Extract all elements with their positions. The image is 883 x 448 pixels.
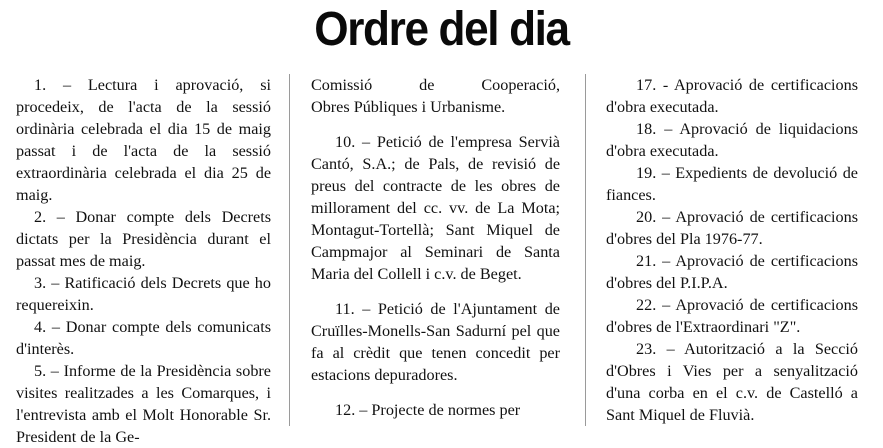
column-left [16, 74, 271, 448]
agenda-item-22: 22. – Aprovació de certificacions d'obres de l'Extraordinari "Z". [606, 296, 858, 336]
column-divider [289, 74, 290, 426]
agenda-item-11: 11. – Petició de l'Ajuntament de Cruïlles-Monells-San Sadurní pel que fa al crèdit que tenen concedit per estacions depuradores. [311, 300, 560, 384]
agenda-item-21: 21. – Aprovació de certificacions d'obres del P.I.P.A. [606, 252, 858, 292]
column-right [606, 74, 858, 426]
column-middle [311, 74, 560, 421]
section-heading-line-1: Comissió de Cooperació, [311, 76, 560, 94]
agenda-item-12: 12. – Projecte de normes per [335, 401, 521, 419]
column-divider [585, 74, 586, 426]
agenda-item-19: 19. – Expedients de devolució de fiances. [606, 164, 858, 204]
agenda-item-18: 18. – Aprovació de liquidacions d'obra executada. [606, 120, 858, 160]
agenda-item-23: 23. – Autorització a la Secció d'Obres i Vies per a senyalització d'una corba en el c.v. de Castelló a Sant Miquel de Fluvià. [606, 340, 858, 424]
page-title: Ordre del dia [314, 3, 569, 56]
agenda-item-2: 2. – Donar compte dels Decrets dictats per la Presidència durant el passat mes de maig. [16, 208, 271, 270]
agenda-item-17: 17. - Aprovació de certificacions d'obra executada. [606, 76, 858, 116]
agenda-item-3: 3. – Ratificació dels Decrets que ho requereixin. [16, 274, 271, 314]
agenda-item-10: 10. – Petició de l'empresa Servià Cantó, S.A.; de Pals, de revisió de preus del contracte de les obres de millorament del cc. vv. de La Mota; Montagut-Tortellà; Sant Miquel de Campmajor al Seminari de Santa Maria del Collell i c.v. de Beget. [311, 133, 560, 283]
agenda-item-4: 4. – Donar compte dels comunicats d'interès. [16, 318, 271, 358]
section-heading-line-2: Obres Públiques i Urbanisme. [311, 98, 506, 116]
agenda-item-5: 5. – Informe de la Presidència sobre visites realitzades a les Comarques, i l'entrevista amb el Molt Honorable Sr. President de la Ge- [16, 362, 271, 446]
agenda-item-1: 1. – Lectura i aprovació, si procedeix, de l'acta de la sessió ordinària celebrada el dia 15 de maig passat i de l'acta de la sessió extraordinària celebrada el dia 25 de maig. [16, 76, 271, 204]
agenda-item-20: 20. – Aprovació de certificacions d'obres del Pla 1976-77. [606, 208, 858, 248]
